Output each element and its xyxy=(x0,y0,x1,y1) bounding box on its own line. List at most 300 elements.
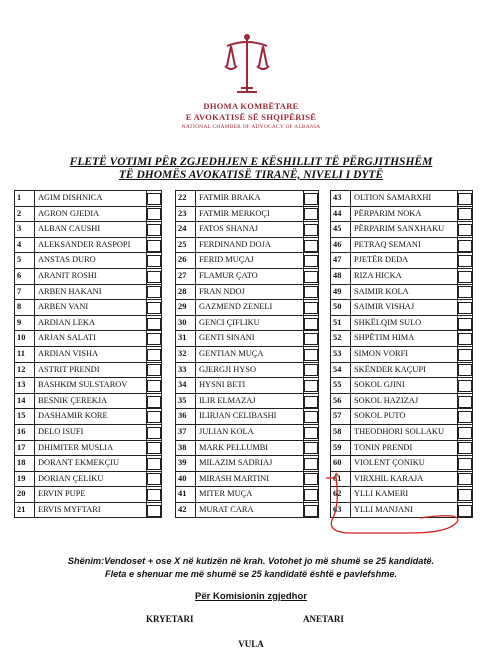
candidate-row xyxy=(15,268,162,284)
candidate-number: 29 xyxy=(176,300,196,316)
vote-checkbox-cell[interactable] xyxy=(458,191,473,207)
candidate-name: GJERGJI HYSO xyxy=(196,362,304,378)
candidate-row xyxy=(176,409,319,425)
candidate-name: ARBEN VANI xyxy=(35,300,147,316)
vote-checkbox[interactable] xyxy=(304,349,318,361)
vote-checkbox[interactable] xyxy=(458,505,472,517)
vote-checkbox[interactable] xyxy=(304,396,318,408)
candidate-number: 39 xyxy=(176,456,196,472)
candidate-row xyxy=(331,440,473,456)
candidate-name: MARK PELLUMBI xyxy=(196,440,304,456)
candidate-row xyxy=(331,237,473,253)
candidate-number: 16 xyxy=(15,424,35,440)
ballot-title-line1: FLETË VOTIMI PËR ZGJEDHJEN E KËSHILLIT TË PËRGJITHSHËM xyxy=(69,156,433,168)
candidate-name: ARDIAN VISHA xyxy=(35,346,147,362)
candidate-number: 59 xyxy=(331,440,351,456)
vote-checkbox[interactable] xyxy=(304,286,318,298)
candidate-name: ALEKSANDER RASPOPI xyxy=(35,237,147,253)
candidate-name: FRAN NDOJ xyxy=(196,284,304,300)
vote-checkbox[interactable] xyxy=(147,396,161,408)
candidate-row xyxy=(331,393,473,409)
vote-checkbox-cell[interactable] xyxy=(147,393,162,409)
candidate-name: MITER MUÇA xyxy=(196,487,304,503)
secretary-label: KRYETARI xyxy=(146,614,194,624)
vote-checkbox[interactable] xyxy=(458,193,472,205)
candidate-name: ERVIN PUPE xyxy=(35,487,147,503)
candidate-number: 21 xyxy=(15,502,35,518)
vote-checkbox-cell[interactable] xyxy=(304,331,319,347)
candidate-number: 25 xyxy=(176,237,196,253)
candidate-name: ARBEN HAKANI xyxy=(35,284,147,300)
candidate-name: DELO ISUFI xyxy=(35,424,147,440)
vote-checkbox-cell[interactable] xyxy=(147,253,162,269)
candidate-number: 62 xyxy=(331,487,351,503)
vote-checkbox-cell[interactable] xyxy=(147,362,162,378)
candidate-name: DHIMITER MUSLIA xyxy=(35,440,147,456)
candidate-number: 42 xyxy=(176,502,196,518)
org-name-line1: DHOMA KOMBËTARE xyxy=(203,101,299,111)
candidate-number: 5 xyxy=(15,253,35,269)
vote-checkbox-cell[interactable] xyxy=(458,315,473,331)
candidate-name: SAIMIR KOLA xyxy=(351,284,458,300)
vote-checkbox-cell[interactable] xyxy=(458,409,473,425)
candidate-row xyxy=(331,331,473,347)
vote-checkbox[interactable] xyxy=(304,380,318,392)
candidate-name: PËRPARIM NOKA xyxy=(351,206,458,222)
candidate-column-1 xyxy=(14,190,162,518)
vote-checkbox[interactable] xyxy=(147,208,161,220)
vote-checkbox[interactable] xyxy=(458,427,472,439)
candidate-number: 11 xyxy=(15,346,35,362)
candidate-number: 27 xyxy=(176,268,196,284)
candidate-name: THEODHORI SOLLAKU xyxy=(351,424,458,440)
vote-checkbox-cell[interactable] xyxy=(147,378,162,394)
candidate-name: BASHKIM SULSTAROV xyxy=(35,378,147,394)
vote-checkbox-cell[interactable] xyxy=(458,393,473,409)
candidate-name: ILIRJAN CELIBASHI xyxy=(196,409,304,425)
candidate-row xyxy=(176,424,319,440)
candidate-number: 63 xyxy=(331,502,351,518)
candidate-row xyxy=(176,237,319,253)
vote-checkbox[interactable] xyxy=(458,442,472,454)
vote-checkbox-cell[interactable] xyxy=(458,331,473,347)
candidate-row xyxy=(176,471,319,487)
vote-checkbox-cell[interactable] xyxy=(147,284,162,300)
candidate-name: YLLI KAMERI xyxy=(351,487,458,503)
candidate-number: 20 xyxy=(15,487,35,503)
vote-checkbox-cell[interactable] xyxy=(147,471,162,487)
vote-checkbox[interactable] xyxy=(458,411,472,423)
candidate-row xyxy=(176,487,319,503)
candidate-row xyxy=(176,362,319,378)
candidate-number: 46 xyxy=(331,237,351,253)
ballot-title-line2: TË DHOMËS AVOKATISË TIRANË, NIVELI I DYTË xyxy=(118,169,384,181)
candidate-row xyxy=(176,206,319,222)
candidate-name: FATOS SHANAJ xyxy=(196,222,304,238)
vote-checkbox-cell[interactable] xyxy=(458,456,473,472)
vote-checkbox[interactable] xyxy=(147,333,161,345)
candidate-number: 34 xyxy=(176,378,196,394)
candidate-row xyxy=(15,206,162,222)
vote-checkbox[interactable] xyxy=(458,240,472,252)
vote-checkbox-cell[interactable] xyxy=(147,424,162,440)
candidate-number: 3 xyxy=(15,222,35,238)
candidate-row xyxy=(15,284,162,300)
candidate-number: 53 xyxy=(331,346,351,362)
vote-checkbox[interactable] xyxy=(304,318,318,330)
candidate-number: 14 xyxy=(15,393,35,409)
candidate-row xyxy=(15,471,162,487)
vote-checkbox[interactable] xyxy=(147,458,161,470)
candidate-name: MURAT CARA xyxy=(196,502,304,518)
candidate-row xyxy=(176,378,319,394)
candidate-row xyxy=(331,300,473,316)
vote-checkbox[interactable] xyxy=(304,427,318,439)
candidate-name: FATMIR MERKOÇI xyxy=(196,206,304,222)
candidate-name: BESNIK ÇEREKJA xyxy=(35,393,147,409)
candidate-number: 28 xyxy=(176,284,196,300)
vote-checkbox-cell[interactable] xyxy=(304,315,319,331)
candidate-row xyxy=(15,253,162,269)
vote-checkbox[interactable] xyxy=(304,364,318,376)
candidate-name: DORIAN ÇELIKU xyxy=(35,471,147,487)
vote-checkbox-cell[interactable] xyxy=(304,284,319,300)
vote-checkbox-cell[interactable] xyxy=(458,206,473,222)
vote-checkbox-cell[interactable] xyxy=(147,487,162,503)
candidate-row xyxy=(331,191,473,207)
candidate-row xyxy=(331,424,473,440)
vote-checkbox-cell[interactable] xyxy=(458,222,473,238)
candidate-name: VIRXHIL KARAJA xyxy=(351,471,458,487)
vote-checkbox[interactable] xyxy=(147,255,161,267)
candidate-name: ASTRIT PRENDI xyxy=(35,362,147,378)
vote-checkbox-cell[interactable] xyxy=(458,424,473,440)
vote-checkbox[interactable] xyxy=(147,318,161,330)
vote-checkbox-cell[interactable] xyxy=(458,346,473,362)
candidate-row xyxy=(15,300,162,316)
candidate-name: SOKOL GJINI xyxy=(351,378,458,394)
vote-checkbox-cell[interactable] xyxy=(147,456,162,472)
candidate-row xyxy=(15,440,162,456)
candidate-number: 2 xyxy=(15,206,35,222)
vote-checkbox[interactable] xyxy=(458,349,472,361)
vote-checkbox-cell[interactable] xyxy=(304,237,319,253)
candidate-name: RIZA HICKA xyxy=(351,268,458,284)
candidate-row xyxy=(15,237,162,253)
candidate-row xyxy=(15,378,162,394)
vote-checkbox-cell[interactable] xyxy=(304,502,319,518)
vote-checkbox[interactable] xyxy=(304,302,318,314)
vote-checkbox[interactable] xyxy=(458,302,472,314)
vote-checkbox-cell[interactable] xyxy=(458,362,473,378)
candidate-name: FATMIR BRAKA xyxy=(196,191,304,207)
candidate-number: 60 xyxy=(331,456,351,472)
vote-checkbox[interactable] xyxy=(304,240,318,252)
candidate-number: 54 xyxy=(331,362,351,378)
vote-checkbox-cell[interactable] xyxy=(304,362,319,378)
candidate-name: HYSNI BETI xyxy=(196,378,304,394)
candidate-name: SIMON VORFI xyxy=(351,346,458,362)
scales-of-justice-logo-icon xyxy=(223,32,271,98)
vote-checkbox[interactable] xyxy=(147,442,161,454)
candidate-row xyxy=(331,222,473,238)
vote-checkbox-cell[interactable] xyxy=(304,471,319,487)
candidate-row xyxy=(15,362,162,378)
candidate-name: ARDIAN LEKA xyxy=(35,315,147,331)
vote-checkbox[interactable] xyxy=(147,240,161,252)
candidate-row xyxy=(331,471,473,487)
vote-checkbox[interactable] xyxy=(458,224,472,236)
candidate-name: PËRPARIM SANXHAKU xyxy=(351,222,458,238)
vote-checkbox-cell[interactable] xyxy=(458,253,473,269)
candidate-number: 58 xyxy=(331,424,351,440)
vote-checkbox-cell[interactable] xyxy=(147,440,162,456)
candidate-column-3 xyxy=(330,190,473,518)
candidate-row xyxy=(15,502,162,518)
vote-checkbox[interactable] xyxy=(458,489,472,501)
vote-checkbox[interactable] xyxy=(147,349,161,361)
vote-checkbox-cell[interactable] xyxy=(304,393,319,409)
vote-checkbox[interactable] xyxy=(304,442,318,454)
vote-checkbox[interactable] xyxy=(147,364,161,376)
vote-checkbox-cell[interactable] xyxy=(458,378,473,394)
candidate-number: 22 xyxy=(176,191,196,207)
candidate-number: 44 xyxy=(331,206,351,222)
seal-label: VULA xyxy=(238,639,264,649)
candidate-name: ARJAN SALATI xyxy=(35,331,147,347)
candidate-number: 9 xyxy=(15,315,35,331)
vote-checkbox-cell[interactable] xyxy=(304,206,319,222)
vote-checkbox[interactable] xyxy=(304,224,318,236)
candidate-number: 10 xyxy=(15,331,35,347)
vote-checkbox-cell[interactable] xyxy=(304,487,319,503)
vote-checkbox[interactable] xyxy=(304,193,318,205)
vote-checkbox-cell[interactable] xyxy=(458,471,473,487)
candidate-name: GENTI SINANI xyxy=(196,331,304,347)
candidate-number: 45 xyxy=(331,222,351,238)
candidate-row xyxy=(15,424,162,440)
candidate-row xyxy=(15,222,162,238)
candidate-row xyxy=(15,456,162,472)
candidate-number: 6 xyxy=(15,268,35,284)
candidate-row xyxy=(176,440,319,456)
candidate-row xyxy=(331,346,473,362)
vote-checkbox-cell[interactable] xyxy=(147,315,162,331)
candidate-name: PJETËR DEDA xyxy=(351,253,458,269)
candidate-name: FLAMUR ÇATO xyxy=(196,268,304,284)
candidate-row xyxy=(176,331,319,347)
vote-checkbox-cell[interactable] xyxy=(147,206,162,222)
vote-checkbox-cell[interactable] xyxy=(458,300,473,316)
candidate-number: 37 xyxy=(176,424,196,440)
vote-checkbox[interactable] xyxy=(304,458,318,470)
candidate-row xyxy=(331,502,473,518)
candidate-number: 57 xyxy=(331,409,351,425)
vote-checkbox[interactable] xyxy=(458,333,472,345)
vote-checkbox-cell[interactable] xyxy=(304,409,319,425)
vote-checkbox[interactable] xyxy=(458,318,472,330)
candidate-name: GENCI ÇIFLIKU xyxy=(196,315,304,331)
vote-checkbox[interactable] xyxy=(147,427,161,439)
candidate-name: TONIN PRENDI xyxy=(351,440,458,456)
candidate-row xyxy=(331,409,473,425)
note-validity: Fleta e shenuar me më shumë se 25 kandidatë është e pavlefshme. xyxy=(104,569,398,579)
candidate-row xyxy=(176,393,319,409)
vote-checkbox[interactable] xyxy=(458,364,472,376)
vote-checkbox-cell[interactable] xyxy=(458,237,473,253)
candidate-row xyxy=(15,191,162,207)
candidate-row xyxy=(176,502,319,518)
vote-checkbox[interactable] xyxy=(304,411,318,423)
vote-checkbox[interactable] xyxy=(458,458,472,470)
candidate-name: GENTIAN MUÇA xyxy=(196,346,304,362)
candidate-name: OLTION SAMARXHI xyxy=(351,191,458,207)
vote-checkbox[interactable] xyxy=(304,271,318,283)
candidate-number: 4 xyxy=(15,237,35,253)
vote-checkbox-cell[interactable] xyxy=(304,456,319,472)
vote-checkbox[interactable] xyxy=(147,380,161,392)
vote-checkbox[interactable] xyxy=(304,333,318,345)
vote-checkbox-cell[interactable] xyxy=(304,424,319,440)
candidate-name: SOKOL PUTO xyxy=(351,409,458,425)
candidate-number: 56 xyxy=(331,393,351,409)
vote-checkbox-cell[interactable] xyxy=(147,409,162,425)
candidate-row xyxy=(331,456,473,472)
candidate-name: DORANT EKMEKÇIU xyxy=(35,456,147,472)
candidate-row xyxy=(15,346,162,362)
candidate-row xyxy=(176,300,319,316)
commission-heading: Për Komisionin zgjedhor xyxy=(195,591,307,602)
vote-checkbox-cell[interactable] xyxy=(458,268,473,284)
vote-checkbox-cell[interactable] xyxy=(458,487,473,503)
vote-checkbox-cell[interactable] xyxy=(147,268,162,284)
candidate-name: ALBAN CAUSHI xyxy=(35,222,147,238)
candidate-row xyxy=(176,346,319,362)
candidate-name: FERID MUÇAJ xyxy=(196,253,304,269)
vote-checkbox-cell[interactable] xyxy=(147,331,162,347)
candidate-row xyxy=(176,268,319,284)
vote-checkbox-cell[interactable] xyxy=(304,300,319,316)
candidate-number: 26 xyxy=(176,253,196,269)
candidate-row xyxy=(15,393,162,409)
vote-checkbox[interactable] xyxy=(304,208,318,220)
candidate-row xyxy=(331,362,473,378)
candidate-number: 48 xyxy=(331,268,351,284)
candidate-name: GAZMEND ZENELI xyxy=(196,300,304,316)
candidate-row xyxy=(15,487,162,503)
candidate-number: 30 xyxy=(176,315,196,331)
vote-checkbox[interactable] xyxy=(458,286,472,298)
vote-checkbox[interactable] xyxy=(147,286,161,298)
vote-checkbox-cell[interactable] xyxy=(147,300,162,316)
candidate-row xyxy=(176,191,319,207)
vote-checkbox[interactable] xyxy=(304,489,318,501)
vote-checkbox-cell[interactable] xyxy=(458,284,473,300)
vote-checkbox[interactable] xyxy=(304,473,318,485)
candidate-name: SOKOL HAZIZAJ xyxy=(351,393,458,409)
candidate-number: 33 xyxy=(176,362,196,378)
candidate-name: MIRASH MARTINI xyxy=(196,471,304,487)
vote-checkbox[interactable] xyxy=(304,255,318,267)
vote-checkbox-cell[interactable] xyxy=(458,502,473,518)
candidate-row xyxy=(331,378,473,394)
vote-checkbox[interactable] xyxy=(147,411,161,423)
candidate-number: 49 xyxy=(331,284,351,300)
vote-checkbox-cell[interactable] xyxy=(304,378,319,394)
candidate-row xyxy=(331,253,473,269)
candidate-number: 23 xyxy=(176,206,196,222)
candidate-name: ERVIS MYFTARI xyxy=(35,502,147,518)
vote-checkbox-cell[interactable] xyxy=(304,191,319,207)
vote-checkbox-cell[interactable] xyxy=(147,222,162,238)
candidate-name: SHKËLQIM SULO xyxy=(351,315,458,331)
vote-checkbox[interactable] xyxy=(458,255,472,267)
candidate-number: 51 xyxy=(331,315,351,331)
candidate-name: ANSTAS DURO xyxy=(35,253,147,269)
org-name-english: NATIONAL CHAMBER OF ADVOCACY OF ALBANIA xyxy=(181,124,321,130)
vote-checkbox[interactable] xyxy=(147,489,161,501)
vote-checkbox[interactable] xyxy=(458,396,472,408)
candidate-name: MILAZIM SADRIAJ xyxy=(196,456,304,472)
vote-checkbox-cell[interactable] xyxy=(147,191,162,207)
candidate-row xyxy=(331,284,473,300)
org-name-line2: E AVOKATISË SË SHQIPËRISË xyxy=(185,112,317,122)
vote-checkbox[interactable] xyxy=(458,271,472,283)
candidate-row xyxy=(15,409,162,425)
vote-checkbox-cell[interactable] xyxy=(304,222,319,238)
vote-checkbox-cell[interactable] xyxy=(147,346,162,362)
vote-checkbox-cell[interactable] xyxy=(304,253,319,269)
candidate-name: VIOLENT ÇONIKU xyxy=(351,456,458,472)
vote-checkbox[interactable] xyxy=(458,208,472,220)
vote-checkbox[interactable] xyxy=(147,271,161,283)
vote-checkbox[interactable] xyxy=(458,473,472,485)
candidate-number: 24 xyxy=(176,222,196,238)
candidate-number: 41 xyxy=(176,487,196,503)
vote-checkbox-cell[interactable] xyxy=(458,440,473,456)
vote-checkbox[interactable] xyxy=(147,505,161,517)
vote-checkbox-cell[interactable] xyxy=(304,268,319,284)
candidate-number: 43 xyxy=(331,191,351,207)
vote-checkbox-cell[interactable] xyxy=(304,346,319,362)
candidate-number: 47 xyxy=(331,253,351,269)
candidate-name: AGRON GJEDIA xyxy=(35,206,147,222)
candidate-row xyxy=(331,206,473,222)
vote-checkbox[interactable] xyxy=(147,224,161,236)
vote-checkbox-cell[interactable] xyxy=(304,440,319,456)
vote-checkbox[interactable] xyxy=(458,380,472,392)
vote-checkbox[interactable] xyxy=(147,302,161,314)
candidate-number: 8 xyxy=(15,300,35,316)
candidate-name: SAIMIR VISHAJ xyxy=(351,300,458,316)
candidate-name: ARANIT ROSHI xyxy=(35,268,147,284)
candidate-number: 13 xyxy=(15,378,35,394)
candidate-number: 61 xyxy=(331,471,351,487)
vote-checkbox[interactable] xyxy=(147,193,161,205)
candidate-number: 38 xyxy=(176,440,196,456)
candidate-row xyxy=(331,487,473,503)
candidate-number: 40 xyxy=(176,471,196,487)
candidate-row xyxy=(331,268,473,284)
candidate-row xyxy=(176,456,319,472)
candidate-number: 12 xyxy=(15,362,35,378)
vote-checkbox[interactable] xyxy=(147,473,161,485)
vote-checkbox[interactable] xyxy=(304,505,318,517)
vote-checkbox-cell[interactable] xyxy=(147,237,162,253)
candidate-number: 55 xyxy=(331,378,351,394)
vote-checkbox-cell[interactable] xyxy=(147,502,162,518)
candidate-number: 19 xyxy=(15,471,35,487)
